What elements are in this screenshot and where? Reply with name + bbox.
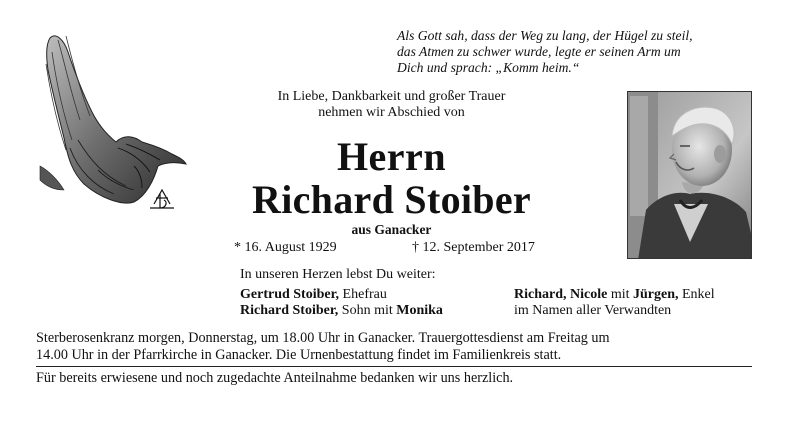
mourner-name: Jürgen, xyxy=(633,287,679,302)
deceased-name: Richard Stoiber xyxy=(252,177,531,222)
mourner-name: Richard Stoiber, xyxy=(240,303,339,318)
mourner-right-1 xyxy=(514,287,715,303)
intro-line: In Liebe, Dankbarkeit und großer Trauer xyxy=(277,89,506,104)
intro-line: nehmen wir Abschied von xyxy=(318,105,465,120)
mourner-right-2: im Namen aller Verwandten xyxy=(514,303,672,318)
intro-text xyxy=(225,89,558,121)
mourner-relation: Ehefrau xyxy=(339,287,387,302)
death-date: † 12. September 2017 xyxy=(412,240,535,255)
notice-line: 14.00 Uhr in der Pfarrkirche in Ganacker. Die Urnenbestattung findet im Familienkreis statt. xyxy=(36,347,562,363)
thanks-text: Für bereits erwiesene und noch zugedachte Anteilnahme bedanken wir uns herzlich. xyxy=(36,370,514,386)
praying-hands-icon xyxy=(38,30,188,220)
divider xyxy=(36,366,752,367)
portrait-photo xyxy=(627,91,752,259)
mourner-left-1 xyxy=(240,287,387,303)
mourner-partner: Monika xyxy=(396,303,443,318)
quote-line: das Atmen zu schwer wurde, legte er seinen Arm um xyxy=(397,44,681,59)
notice-line: Sterberosenkranz morgen, Donnerstag, um 18.00 Uhr in Ganacker. Trauergottesdienst am Freitag um xyxy=(36,330,610,346)
funeral-notice xyxy=(36,330,756,364)
birth-date: * 16. August 1929 xyxy=(234,240,337,255)
mourner-relation: Sohn mit xyxy=(338,303,397,318)
mourner-connector: mit xyxy=(607,287,633,302)
mourner-name: Gertrud Stoiber, xyxy=(240,287,340,302)
mourner-relation: Enkel xyxy=(678,287,715,302)
mourner-left-2 xyxy=(240,303,443,319)
mourners-heading: In unseren Herzen lebst Du weiter: xyxy=(240,267,436,282)
quote-line: Dich und sprach: „Komm heim.“ xyxy=(397,60,580,75)
deceased-origin: aus Ganacker xyxy=(351,222,432,237)
quote-line: Als Gott sah, dass der Weg zu lang, der Hügel zu steil, xyxy=(397,28,693,43)
salutation: Herrn xyxy=(336,134,447,179)
memorial-quote xyxy=(397,28,769,76)
mourner-name: Richard, Nicole xyxy=(514,287,608,302)
